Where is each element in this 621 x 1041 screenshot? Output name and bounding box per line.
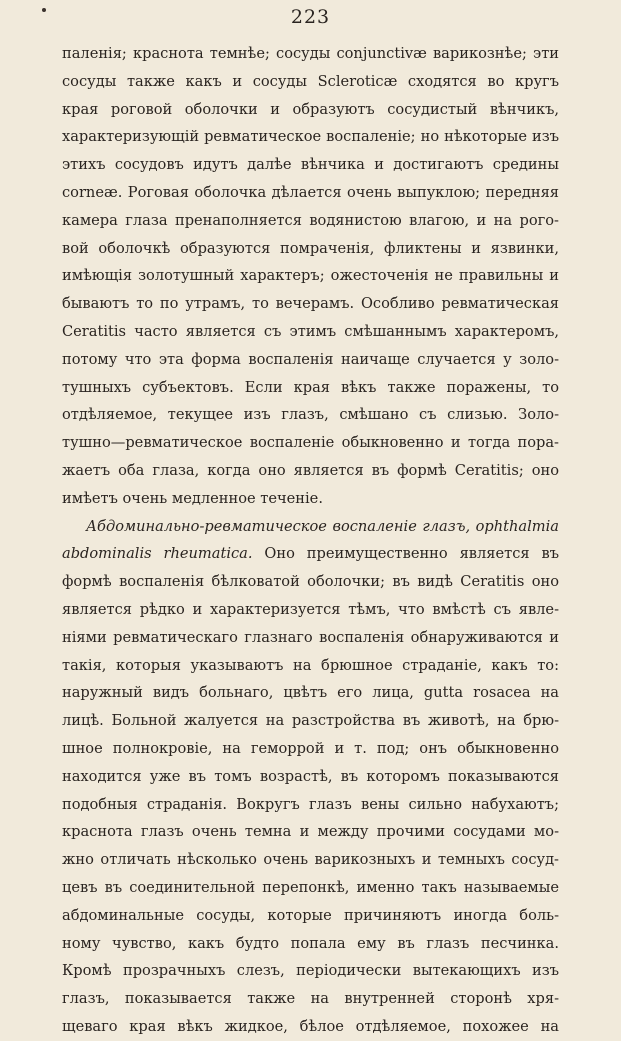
text-line: наружный видъ больнаго, цвѣтъ его лица, gutta rosacea на	[62, 684, 559, 702]
text-line: находится уже въ томъ возрастѣ, въ которомъ показываются	[62, 767, 559, 785]
text-line: шное полнокровiе, на геморрой и т. под; онъ обыкновенно	[62, 739, 559, 757]
text-line: Абдоминально-ревматическое воспаленiе глазъ, ophthalmia	[86, 517, 559, 535]
text-line: вой оболочкѣ образуются помраченiя, фликтены и язвинки,	[62, 239, 559, 257]
text-line: является рѣдко и характеризуется тѣмъ, что вмѣстѣ съ явле-	[62, 600, 559, 618]
italic-term: abdominalis rheumatica.	[62, 545, 253, 563]
text-line: потому что эта форма воспаленiя наичаще случается у золо-	[62, 350, 559, 368]
text-line: глазъ, показывается также на внутренней сторонѣ хря-	[62, 990, 559, 1008]
text-line: подобныя страданiя. Вокругъ глазъ вены сильно набухаютъ;	[62, 795, 559, 813]
page-number: 223	[290, 6, 331, 28]
text-line: лицѣ. Больной жалуется на разстройства въ животѣ, на брю-	[62, 712, 559, 730]
text-line: краснота глазъ очень темна и между прочими сосудами мо-	[62, 823, 559, 841]
text-line: жаетъ оба глаза, когда оно является въ формѣ Ceratitis; оно	[62, 461, 559, 479]
text-line: камера глаза пренаполняется водянистою влагою, и на рого-	[62, 211, 559, 229]
text-line: бываютъ то по утрамъ, то вечерамъ. Особливо ревматическая	[62, 295, 559, 313]
text-line: абдоминальные сосуды, которые причиняютъ иногда боль-	[62, 906, 559, 924]
text-line: ному чувство, какъ будто попала ему въ глазъ песчинка.	[62, 934, 559, 952]
text-line: цевъ въ соединительной перепонкѣ, именно такъ называемые	[62, 878, 559, 896]
text-line: имѣетъ очень медленное теченiе.	[62, 489, 323, 507]
body-text	[62, 40, 559, 1041]
text-line: этихъ сосудовъ идутъ далѣе вѣнчика и достигаютъ средины	[62, 156, 559, 174]
text-line: края роговой оболочки и образуютъ сосудистый вѣнчикъ,	[62, 100, 559, 118]
text-line: жно отличать нѣсколько очень варикозныхъ и темныхъ сосуд-	[62, 851, 559, 869]
text-line: щеваго края вѣкъ жидкое, бѣлое отдѣляемое, похожее на	[62, 1017, 559, 1035]
text-line: нiями ревматическаго глазнаго воспаленiя обнаруживаются и	[62, 628, 559, 646]
text-line: имѣющiя золотушный характеръ; ожесточенiя не правильны и	[62, 267, 559, 285]
text-line: тушно—ревматическое воспаленiе обыкновенно и тогда пора-	[62, 434, 559, 452]
text-line: сосуды также какъ и сосуды Scleroticæ сходятся во кругъ	[62, 72, 559, 90]
text-line: паленiя; краснота темнѣе; сосуды conjunctivæ варикознѣе; эти	[62, 45, 559, 62]
text-line: отдѣляемое, текущее изъ глазъ, смѣшано съ слизью. Золо-	[62, 406, 559, 424]
text-line: такiя, которыя указываютъ на брюшное страданiе, какъ то:	[62, 656, 559, 674]
text-line: corneæ. Роговая оболочка дѣлается очень выпуклою; передняя	[62, 183, 559, 201]
text-line-rest: Оно преимущественно является въ	[252, 545, 559, 563]
text-line: характеризующiй ревматическое воспаленiе; но нѣкоторые изъ	[62, 128, 559, 146]
text-line: Кромѣ прозрачныхъ слезъ, перiодически вытекающихъ изъ	[62, 962, 559, 980]
text-line: формѣ воспаленiя бѣлковатой оболочки; въ видѣ Ceratitis оно	[62, 573, 559, 591]
text-line: Ceratitis часто является съ этимъ смѣшаннымъ характеромъ,	[62, 322, 559, 340]
text-line	[62, 540, 559, 568]
text-line: тушныхъ субъектовъ. Если края вѣкъ также поражены, то	[62, 378, 559, 396]
